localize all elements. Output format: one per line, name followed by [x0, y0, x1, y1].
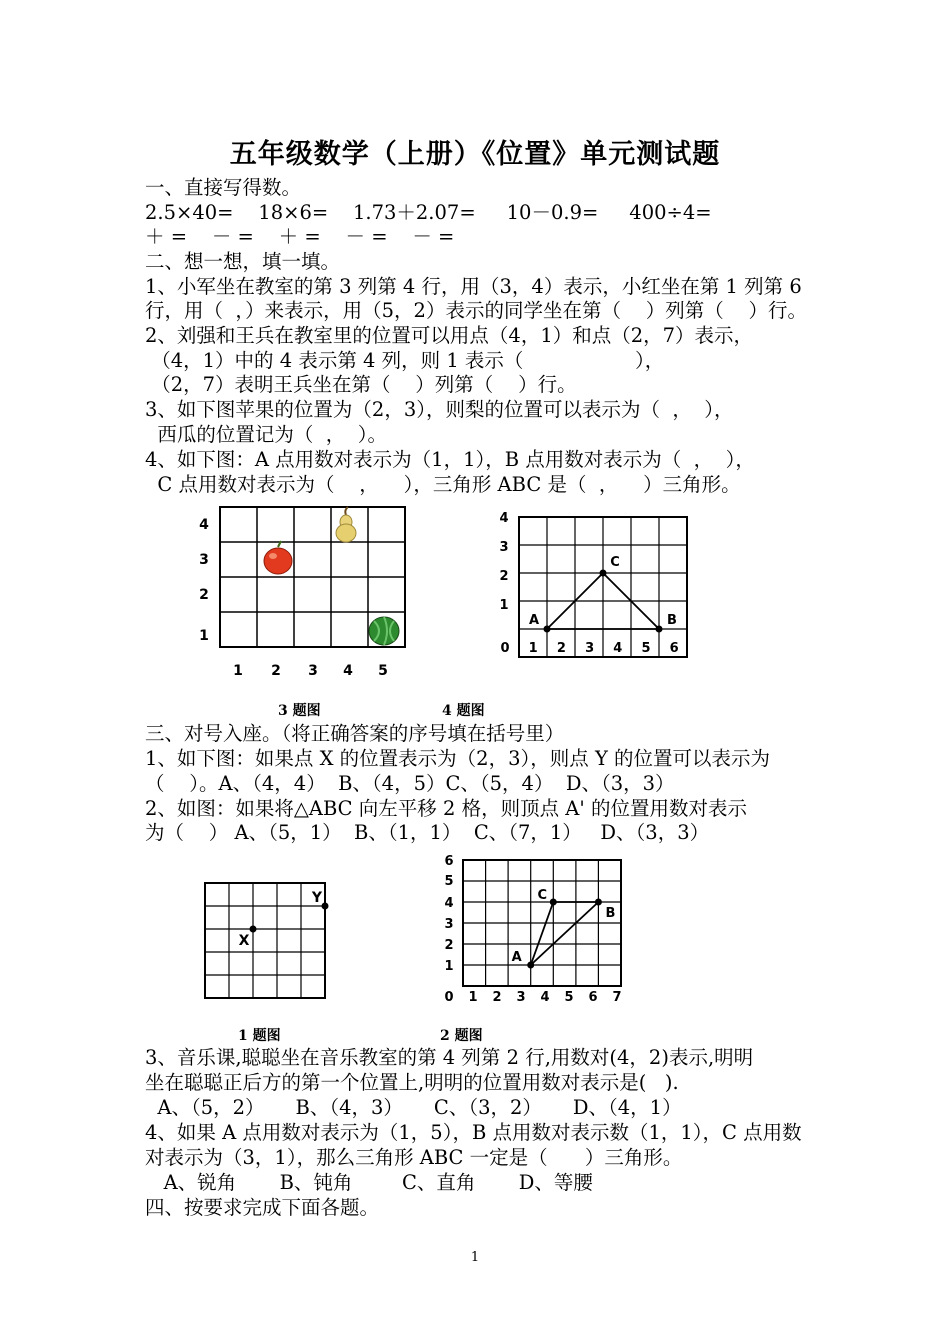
y-tick-label: 2	[444, 938, 454, 953]
y-tick-label: 2	[199, 587, 209, 603]
section-3-heading: 三、对号入座。（将正确答案的序号填在括号里）	[145, 722, 565, 745]
y-tick-label: 4	[199, 517, 209, 533]
section-2-heading: 二、想一想，填一填。	[145, 250, 341, 273]
point-label-x: X	[238, 933, 250, 949]
section-4-heading: 四、按要求完成下面各题。	[145, 1196, 380, 1219]
y-tick-label: 1	[199, 628, 209, 644]
x-tick-label: 4	[540, 990, 550, 1005]
question-text: （4，1）中的 4 表示第 4 列，则 1 表示（ ），	[145, 349, 665, 372]
question-text: 3、如下图苹果的位置为（2，3），则梨的位置可以表示为（ ， ），	[145, 398, 734, 421]
x-tick-label: 2	[271, 663, 281, 679]
x-tick-label: 1	[468, 990, 478, 1005]
section-1-heading: 一、直接写得数。	[145, 176, 302, 199]
point-b	[656, 626, 663, 633]
y-tick-label: 4	[499, 511, 509, 526]
pear-icon	[336, 507, 356, 542]
x-tick-label: 6	[669, 641, 679, 656]
point-label-a: A	[528, 613, 540, 628]
page-number: 1	[470, 1250, 480, 1265]
x-tick-label: 2	[556, 641, 566, 656]
x-tick-label: 0	[500, 641, 510, 656]
question-text: 行，用（ ，）来表示，用（5，2）表示的同学坐在第（ ）列第（ ）行。	[145, 299, 808, 322]
point-c	[600, 570, 607, 577]
x-tick-label: 3	[516, 990, 526, 1005]
y-tick-label: 4	[444, 896, 454, 911]
figure-caption: 3 题图	[278, 703, 321, 719]
q1-grid-figure	[200, 878, 335, 1003]
x-tick-label: 4	[343, 663, 353, 679]
y-tick-label: 3	[444, 917, 454, 932]
point-a	[527, 962, 534, 969]
x-tick-label: 2	[492, 990, 502, 1005]
x-tick-label: 0	[444, 990, 454, 1005]
point-label-c: C	[610, 555, 620, 570]
apple-icon	[264, 541, 292, 574]
watermelon-icon	[369, 617, 399, 645]
x-tick-label: 5	[378, 663, 388, 679]
x-tick-label: 6	[588, 990, 598, 1005]
question-text: 西瓜的位置记为（ ， ）。	[145, 423, 387, 446]
point-c	[550, 899, 557, 906]
y-tick-label: 1	[444, 959, 454, 974]
point-y	[322, 903, 329, 910]
question-text: （ ）。A、（4，4） B、（4，5）C、（5，4） D、（3，3）	[145, 772, 675, 795]
y-tick-label: 5	[444, 874, 454, 889]
point-x	[250, 926, 257, 933]
question-options: A、锐角 B、钝角 C、直角 D、等腰	[145, 1171, 593, 1194]
arithmetic-row-2: ＋ = － = ＋ = － = － =	[145, 225, 455, 248]
x-tick-label: 3	[308, 663, 318, 679]
question-text: 4、如果 A 点用数对表示为（1，5），B 点用数对表示数（1，1），C 点用数	[145, 1121, 802, 1144]
question-text: 1、如下图：如果点 X 的位置表示为（2，3），则点 Y 的位置可以表示为	[145, 747, 771, 770]
question-text: C 点用数对表示为（ ， ），三角形 ABC 是（ ， ）三角形。	[145, 473, 741, 496]
question-text: 对表示为（3，1），那么三角形 ABC 一定是（ ）三角形。	[145, 1146, 683, 1169]
fig3-grid-figure	[190, 505, 420, 685]
question-text: 坐在聪聪正后方的第一个位置上,明明的位置用数对表示是( ).	[145, 1071, 679, 1094]
x-tick-label: 3	[585, 641, 595, 656]
y-tick-label: 3	[499, 540, 509, 555]
question-text: 为（ ） A、（5，1） B、（1，1） C、（7，1） D、（3，3）	[145, 821, 710, 844]
question-text: 2、刘强和王兵在教室里的位置可以用点（4，1）和点（2，7）表示，	[145, 324, 754, 347]
edge-ab	[531, 902, 599, 965]
point-label-b: B	[667, 613, 677, 628]
point-label-y: Y	[311, 890, 323, 906]
y-tick-label: 3	[199, 552, 209, 568]
point-label-c: C	[537, 888, 548, 903]
question-text: 3、音乐课,聪聪坐在音乐教室的第 4 列第 2 行,用数对(4，2)表示,明明	[145, 1046, 754, 1069]
x-tick-label: 4	[613, 641, 623, 656]
x-tick-label: 1	[528, 641, 538, 656]
q2-grid-figure	[438, 852, 638, 1007]
arithmetic-row: 2.5×40= 18×6= 1.73＋2.07= 10－0.9= 400÷4=	[145, 201, 712, 224]
question-text: 1、小军坐在教室的第 3 列第 4 行，用（3，4）表示，小红坐在第 1 列第 6	[145, 275, 802, 298]
y-tick-label: 2	[499, 569, 509, 584]
question-text: （2，7）表明王兵坐在第（ ）列第（ ）行。	[145, 373, 577, 396]
question-text: 4、如下图：A 点用数对表示为（1，1），B 点用数对表示为（ ， ），	[145, 448, 755, 471]
x-tick-label: 5	[564, 990, 574, 1005]
x-tick-label: 5	[641, 641, 651, 656]
page-title: 五年级数学（上册）《位置》单元测试题	[229, 139, 721, 170]
question-text: 2、如图：如果将△ABC 向左平移 2 格，则顶点 A' 的位置用数对表示	[145, 797, 747, 820]
figure-caption: 4 题图	[442, 703, 485, 719]
y-tick-label: 6	[444, 854, 454, 869]
point-label-a: A	[511, 950, 522, 965]
point-a	[544, 626, 551, 633]
x-tick-label: 7	[612, 990, 622, 1005]
fig4-grid-figure	[495, 510, 705, 660]
x-tick-label: 1	[233, 663, 243, 679]
y-tick-label: 1	[499, 598, 509, 613]
figure-caption: 1 题图	[238, 1028, 281, 1044]
question-options: A、（5，2） B、（4，3） C、（3，2） D、（4，1）	[145, 1096, 682, 1119]
point-b	[595, 899, 602, 906]
point-label-b: B	[605, 906, 616, 921]
figure-caption: 2 题图	[440, 1028, 483, 1044]
